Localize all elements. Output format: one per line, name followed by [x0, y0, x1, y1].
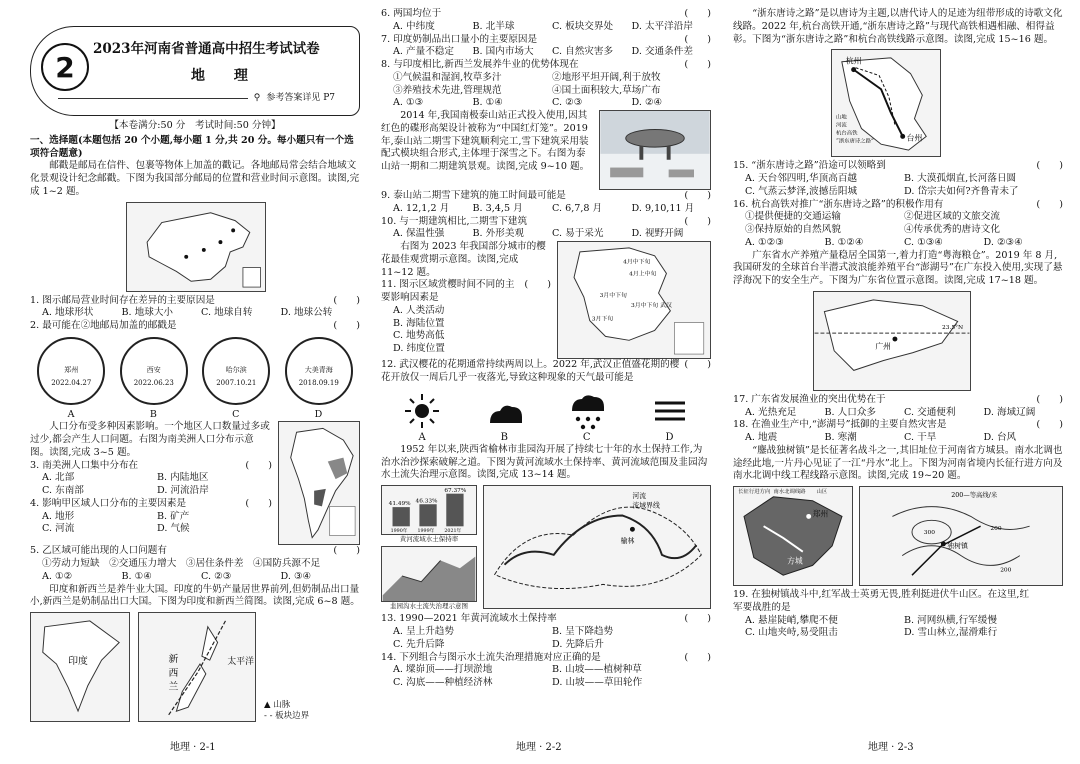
svg-text:山区: 山区	[816, 488, 828, 495]
option[interactable]: C. 沟底——种植经济林	[393, 677, 493, 689]
option[interactable]: B. 寒潮	[824, 432, 857, 443]
question-6: 6. 两国均位于 ( )	[381, 8, 711, 19]
yellow-river-map-figure	[483, 485, 711, 609]
options-q3	[30, 472, 272, 498]
svg-text:4月上中旬: 4月上中旬	[629, 271, 657, 278]
option[interactable]: C. 先升后降	[393, 638, 445, 650]
bar-chart	[382, 486, 476, 534]
option[interactable]: B. ①②④	[824, 236, 864, 248]
option[interactable]: B. 地球大小	[121, 307, 174, 319]
options-q11	[381, 305, 551, 356]
option[interactable]: A. 悬崖陡峭,攀爬不便	[745, 614, 838, 626]
option[interactable]: D. 9,10,11 月	[631, 202, 695, 214]
option[interactable]: D. 雪山林立,湿滑难行	[904, 627, 998, 639]
svg-text:台州: 台州	[906, 133, 923, 143]
antarctic-block	[381, 110, 711, 190]
options-q7	[381, 46, 711, 59]
option[interactable]: A. 光热充足	[745, 406, 797, 418]
option[interactable]: A. 中纬度	[393, 20, 435, 32]
option[interactable]: C. 地势高低	[393, 330, 445, 342]
terrace-illustration	[382, 547, 476, 601]
svg-text:独树镇: 独树镇	[947, 541, 968, 550]
station-illustration	[600, 111, 710, 189]
zhejiang-map-figure	[831, 49, 941, 157]
population-block	[30, 421, 360, 545]
question-3: 3. 南美洲人口集中分布在 ( )	[30, 459, 272, 471]
option[interactable]: D. 纬度位置	[393, 343, 445, 354]
option[interactable]: B. ①④	[472, 97, 503, 109]
page-footer-1: 地理 · 2-1	[170, 741, 216, 753]
option[interactable]: C. 自然灾害多	[552, 46, 614, 58]
svg-text:67.37%: 67.37%	[444, 487, 467, 494]
india-nz-figures	[30, 612, 360, 722]
india-map	[31, 613, 129, 721]
weather-options	[381, 391, 711, 431]
option[interactable]: C. ①③④	[904, 236, 943, 248]
svg-text:兰: 兰	[168, 681, 179, 693]
svg-text:杭州: 杭州	[845, 56, 862, 66]
svg-text:23.5°N: 23.5°N	[941, 324, 964, 331]
svg-text:流域界线: 流域界线	[632, 501, 660, 510]
svg-text:河流: 河流	[632, 491, 647, 500]
question-4: 4. 影响甲区域人口分布的主要因素是 ( )	[30, 497, 272, 509]
intro-q13-14: 1952 年以来,陕西省榆林市韭园沟开展了持续七十年的水土保持工作,为治水治沙探索破解之道。下图为黄河流域水土保持率、黄河流域范围及韭园沟水土流失治理示意图。读图,完成 13~14 题。	[381, 443, 708, 481]
question-8: 8. 与印度相比,新西兰发展养牛业的优势体现在 ( )	[381, 59, 711, 70]
option[interactable]: D. 地球公转	[280, 307, 333, 319]
zhejiang-map	[832, 50, 940, 156]
options-q14	[381, 664, 711, 690]
option[interactable]: A. 呈上升趋势	[393, 626, 454, 638]
south-america-map	[279, 422, 359, 544]
option[interactable]: D. 视野开阔	[631, 228, 684, 240]
intro-q1-2: 邮戳是邮局在信件、包裹等物体上加盖的戳记。各地邮局常会结合地域文化景观设计纪念邮戳。下图为我国部分邮局的位置和营业时间示意图。读图,完成 1~2 题。	[30, 160, 360, 197]
fog-icon[interactable]	[647, 391, 693, 431]
bar-2021	[446, 494, 463, 527]
svg-text:4月中下旬: 4月中下旬	[623, 259, 651, 266]
option[interactable]: A. 地形	[42, 510, 75, 522]
column-3	[733, 8, 1063, 640]
option[interactable]: C. 东南部	[42, 485, 84, 497]
question-18: 18. 在渔业生产中,“澎湖号”抵御的主要自然灾害是 ( )	[733, 419, 1063, 431]
options-q15	[733, 173, 1063, 199]
conservation-figures	[381, 485, 477, 610]
question-9: 9. 泰山站二期雪下建筑的施工时间最可能是 ( )	[381, 190, 711, 201]
svg-text:1990年: 1990年	[390, 529, 408, 535]
answer-reference: ⚲ 参考答案详见 P7	[58, 93, 335, 105]
option[interactable]: B. 外形美观	[472, 228, 525, 240]
question-5: 5. 乙区域可能出现的人口问题有 ( )	[30, 545, 360, 557]
sakura-map	[558, 242, 710, 358]
rain-icon[interactable]	[564, 391, 610, 431]
options-q1	[30, 307, 360, 320]
svg-text:41.49%: 41.49%	[388, 501, 411, 508]
henan-map	[734, 487, 852, 585]
option[interactable]: C. 板块交界处	[552, 20, 614, 32]
options-q6	[381, 21, 711, 34]
option[interactable]: A. 地震	[745, 432, 778, 443]
exam-header	[30, 26, 360, 116]
option[interactable]: B. 北半球	[472, 20, 515, 32]
bar-1990	[393, 507, 410, 526]
intro-q6-8: 印度和新西兰是养牛业大国。印度的牛奶产量居世界前列,但奶制品出口量小,新西兰是奶制品出口大国。下图为印度和新西兰简图。读图,完成 6~8 题。	[30, 583, 360, 608]
question-7: 7. 印度奶制品出口量小的主要原因是 ( )	[381, 33, 711, 45]
sakura-block	[381, 241, 711, 359]
question-16: 16. 杭台高铁对推广“浙东唐诗之路”的积极作用有 ( )	[733, 198, 1063, 210]
intro-q17-18: 广东省水产养殖产量稳居全国第一,着力打造“粤海粮仓”。2019 年 8 月,我国研发的全球首台半潜式波浪能养殖平台“澎湖号”在广东投入使用,实现了悬浮海况下的安全生产。下图为广东省位置示意图。读图,完成 17~18 题。	[733, 249, 1063, 286]
subitems-q8: ①气候温和湿润,牧草多汁 ②地形平坦开阔,利于放牧 ③养殖技术先进,管理规范 ④国土面积较大,草场广布	[393, 71, 661, 96]
option[interactable]: D. ②③④	[983, 236, 1023, 248]
china-map	[127, 203, 265, 291]
option[interactable]: B. 山坡——植树种草	[552, 664, 642, 676]
option[interactable]: B. 3,4,5 月	[472, 202, 523, 214]
svg-text:1999年: 1999年	[417, 529, 435, 535]
option[interactable]: C. ②③	[552, 97, 583, 109]
svg-text:新: 新	[168, 654, 179, 666]
option[interactable]: C. 6,7,8 月	[552, 202, 603, 214]
option[interactable]: A. ①②	[42, 570, 73, 582]
section-heading: 一、选择题(本题包括 20 个小题,每小题 1 分,共 20 分。每小题只有一个选项符合题意)	[30, 134, 354, 159]
option[interactable]: D. 海域辽阔	[983, 406, 1036, 418]
svg-text:杭台高铁: 杭台高铁	[835, 130, 858, 137]
henan-map-figure	[733, 486, 853, 586]
option[interactable]: A. 北部	[42, 472, 75, 484]
question-15: 15. “浙东唐诗之路”沿途可以领略到 ( )	[733, 160, 1063, 172]
options-q9	[381, 203, 711, 216]
svg-text:南水北调线路: 南水北调线路	[773, 488, 806, 495]
yellow-river-figures	[381, 485, 711, 610]
page-footer-2: 地理 · 2-2	[516, 741, 562, 753]
options-q5	[30, 571, 360, 584]
new-zealand-map	[139, 613, 255, 721]
column-1	[30, 8, 360, 722]
weather-labels: A B C D	[418, 431, 674, 443]
page-footer-3: 地理 · 2-3	[868, 741, 914, 753]
option[interactable]: B. 河网纵横,行军缓慢	[904, 614, 997, 626]
henan-figures	[733, 486, 1063, 586]
china-map-figure	[126, 202, 266, 292]
option[interactable]: D. 岱宗夫如何?齐鲁青未了	[904, 185, 1019, 197]
svg-text:200—等高线/米: 200—等高线/米	[951, 490, 998, 499]
treatment-title: 韭园沟水土流失治理示意图	[390, 601, 468, 610]
subject-title: 地 理	[191, 68, 260, 84]
intro-q11-12: 右图为 2023 年我国部分城市的樱花最佳观赏期示意图。读图,完成 11~12 题。	[381, 241, 546, 278]
guangdong-map	[814, 292, 970, 390]
svg-text:300: 300	[923, 530, 935, 537]
options-q16	[733, 237, 1063, 250]
question-14: 14. 下列组合与图示水土流失治理措施对应正确的是 ( )	[381, 651, 711, 663]
india-map-figure	[30, 612, 130, 722]
svg-text:3月中下旬: 3月中下旬	[599, 293, 627, 300]
postmark-a[interactable]: 郑州 2022.04.27	[37, 337, 105, 405]
question-1: 1. 图示邮局营业时间存在差异的主要原因是 ( )	[30, 294, 360, 306]
postmark-d[interactable]: 大美青海 2018.09.19	[285, 337, 353, 405]
option[interactable]: C. ②③	[201, 570, 232, 582]
taishan-station-photo	[599, 110, 711, 190]
intro-q9-10: 2014 年,我国南极泰山站正式投入使用,因其红色的碟形高架设计被称为“中国红灯笼”。2019 年,泰山站二期雪下建筑顺利完工,雪下建筑采用装配式模块组合形式,主体埋于深雪之下。右图为泰山站一期和二期建筑景观。读图,完成 9~10 题。	[381, 110, 590, 172]
svg-text:方城: 方城	[787, 556, 803, 566]
option[interactable]: B. 矿产	[157, 510, 190, 522]
sunny-icon[interactable]	[399, 391, 445, 431]
sakura-map-figure	[557, 241, 711, 359]
option[interactable]: C. 易于采光	[552, 228, 604, 240]
svg-text:山地: 山地	[835, 114, 847, 121]
svg-text:“浙东唐诗之路”: “浙东唐诗之路”	[835, 138, 874, 145]
option[interactable]: A. 天台邻四明,华顶高百越	[745, 173, 858, 184]
option[interactable]: D. ③④	[280, 570, 312, 582]
pin-icon: ⚲	[253, 93, 261, 103]
south-america-map-figure	[278, 421, 360, 545]
option[interactable]: A. ①②③	[745, 236, 784, 248]
contour-map-figure	[859, 486, 1063, 586]
intro-q15-16: “浙东唐诗之路”是以唐诗为主题,以唐代诗人的足迹为纽带形成的诗歌文化线路。2022 年,杭台高铁开通,“浙东唐诗之路”与现代高铁相遇相融、相得益彰。下图为“浙东唐诗之路”和杭台高铁线路示意图。读图,完成 15~16 题。	[733, 8, 1063, 45]
option[interactable]: D. 河流沿岸	[157, 485, 209, 497]
yellow-river-map	[484, 486, 710, 608]
option[interactable]: B. 人口众多	[824, 406, 877, 418]
question-17: 17. 广东省发展渔业的突出优势在于 ( )	[733, 393, 1063, 405]
option[interactable]: A. 12,1,2 月	[393, 202, 450, 214]
option[interactable]: A. ①③	[393, 97, 424, 109]
subitems-q5: ①劳动力短缺 ②交通压力增大 ③居住条件差 ④国防兵源不足	[42, 558, 321, 570]
option[interactable]: D. 台风	[983, 432, 1017, 443]
conservation-bar-chart	[381, 485, 477, 535]
option[interactable]: D. 先降后升	[552, 638, 604, 650]
svg-text:印度: 印度	[68, 656, 88, 668]
svg-text:200: 200	[990, 526, 1002, 533]
svg-text:200: 200	[1000, 567, 1012, 574]
svg-text:广州: 广州	[875, 341, 892, 351]
question-11: 11. 图示区域赏樱时间不同的主要影响因素是 ( )	[381, 279, 551, 303]
svg-text:郑州: 郑州	[812, 509, 829, 519]
options-q8	[381, 97, 711, 110]
option[interactable]: C. 交通便利	[904, 406, 956, 418]
option[interactable]: B. 海陆位置	[393, 317, 445, 329]
option[interactable]: A. 地球形状	[42, 307, 94, 319]
map-legend: ▲ 山脉 - - 板块边界	[264, 699, 310, 721]
svg-text:46.33%: 46.33%	[415, 498, 438, 505]
postmark-labels: A B C D	[67, 408, 323, 420]
treatment-diagram	[381, 546, 477, 602]
option[interactable]: B. 国内市场大	[472, 46, 534, 58]
svg-text:河流: 河流	[835, 122, 847, 129]
option[interactable]: C. 河流	[42, 523, 75, 535]
option[interactable]: C. 山地夹峙,易受阻击	[745, 627, 838, 639]
option[interactable]: C. 干旱	[904, 432, 937, 443]
options-q10	[381, 228, 711, 241]
option[interactable]: D. 太平洋沿岸	[631, 20, 693, 32]
divider	[58, 98, 248, 99]
svg-text:3月下旬: 3月下旬	[591, 316, 614, 323]
intro-q19-20: “鏖战独树镇”是长征著名战斗之一,其旧址位于河南省方城县。南水北调也途经此地,一片丹心见证了一江“丹水”北上。下图为河南省境内长征行进方向及南水北调中线工程线路示意图。读图,完成 19~20 题。	[733, 444, 1063, 482]
options-q13	[381, 626, 711, 652]
option[interactable]: D. 气候	[157, 523, 190, 535]
option[interactable]: B. 呈下降趋势	[552, 626, 614, 638]
svg-text:3月中下旬 武汉: 3月中下旬 武汉	[631, 302, 672, 309]
option[interactable]: A. 人类活动	[393, 304, 445, 316]
option[interactable]: D. ②④	[631, 97, 663, 109]
svg-text:西: 西	[168, 667, 179, 679]
paper-number-badge: 2	[41, 43, 89, 91]
column-2	[381, 8, 711, 690]
question-13: 13. 1990—2021 年黄河流域水土保持率 ( )	[381, 613, 711, 625]
option[interactable]: B. 内陆地区	[157, 472, 209, 484]
contour-map	[860, 487, 1062, 585]
cloudy-icon[interactable]	[482, 391, 528, 431]
option[interactable]: A. 产量不稳定	[393, 46, 454, 58]
options-q17	[733, 407, 1063, 420]
options-q4	[30, 511, 272, 537]
postmark-b[interactable]: 西安 2022.06.23	[120, 337, 188, 405]
question-19: 19. 在独树镇战斗中,红军战士英勇无畏,胜利挺进伏牛山区。在这里,红军要战胜的是	[733, 589, 1030, 613]
svg-text:榆林: 榆林	[620, 537, 635, 546]
svg-text:2021年: 2021年	[444, 529, 462, 535]
option[interactable]: A. 墚峁顶——打坝淤地	[393, 664, 493, 676]
options-q18	[733, 432, 1063, 445]
option[interactable]: A. 保温性强	[393, 228, 445, 240]
option[interactable]: B. ①④	[121, 570, 152, 582]
question-2: 2. 最可能在②地邮局加盖的邮戳是 ( )	[30, 320, 360, 331]
option[interactable]: B. 大漠孤烟直,长河落日圆	[904, 173, 1017, 184]
svg-text:长征行进方向: 长征行进方向	[738, 488, 771, 495]
options-q19	[733, 615, 1063, 641]
question-10: 10. 与一期建筑相比,二期雪下建筑 ( )	[381, 215, 711, 227]
question-12: 12. 武汉樱花的花期通常持续两周以上。2022 年,武汉正值盛花期的樱花开放仅一周后几乎一夜落光,导致这种现象的天气最可能是 ( )	[381, 359, 711, 383]
subitems-q16: ①提供便捷的交通运输 ②促进区域的文旅交流 ③保持原始的自然风貌 ④传承优秀的唐诗文化	[745, 211, 1000, 235]
svg-text:太平洋: 太平洋	[227, 657, 254, 668]
option[interactable]: C. 地球自转	[201, 307, 253, 319]
option[interactable]: D. 山坡——草田轮作	[552, 677, 643, 689]
new-zealand-map-figure	[138, 612, 256, 722]
option[interactable]: D. 交通条件差	[631, 46, 693, 58]
postmark-c[interactable]: 哈尔滨 2007.10.21	[202, 337, 270, 405]
exam-meta: 【本卷满分:50 分 考试时间:50 分钟】	[109, 120, 281, 131]
postmark-options	[30, 337, 360, 405]
option[interactable]: C. 气蒸云梦泽,波撼岳阳城	[745, 185, 858, 197]
bar-1999	[419, 504, 436, 526]
guangdong-map-figure	[813, 291, 971, 391]
exam-title: 2023年河南省普通高中招生考试试卷	[93, 41, 320, 57]
bar-chart-title: 黄河流域水土保持率	[399, 535, 459, 544]
intro-q3-5: 人口分布受多种因素影响。一个地区人口数量过多或过少,都会产生人口问题。右图为南美洲人口分布示意图。读图,完成 3~5 题。	[30, 421, 270, 458]
